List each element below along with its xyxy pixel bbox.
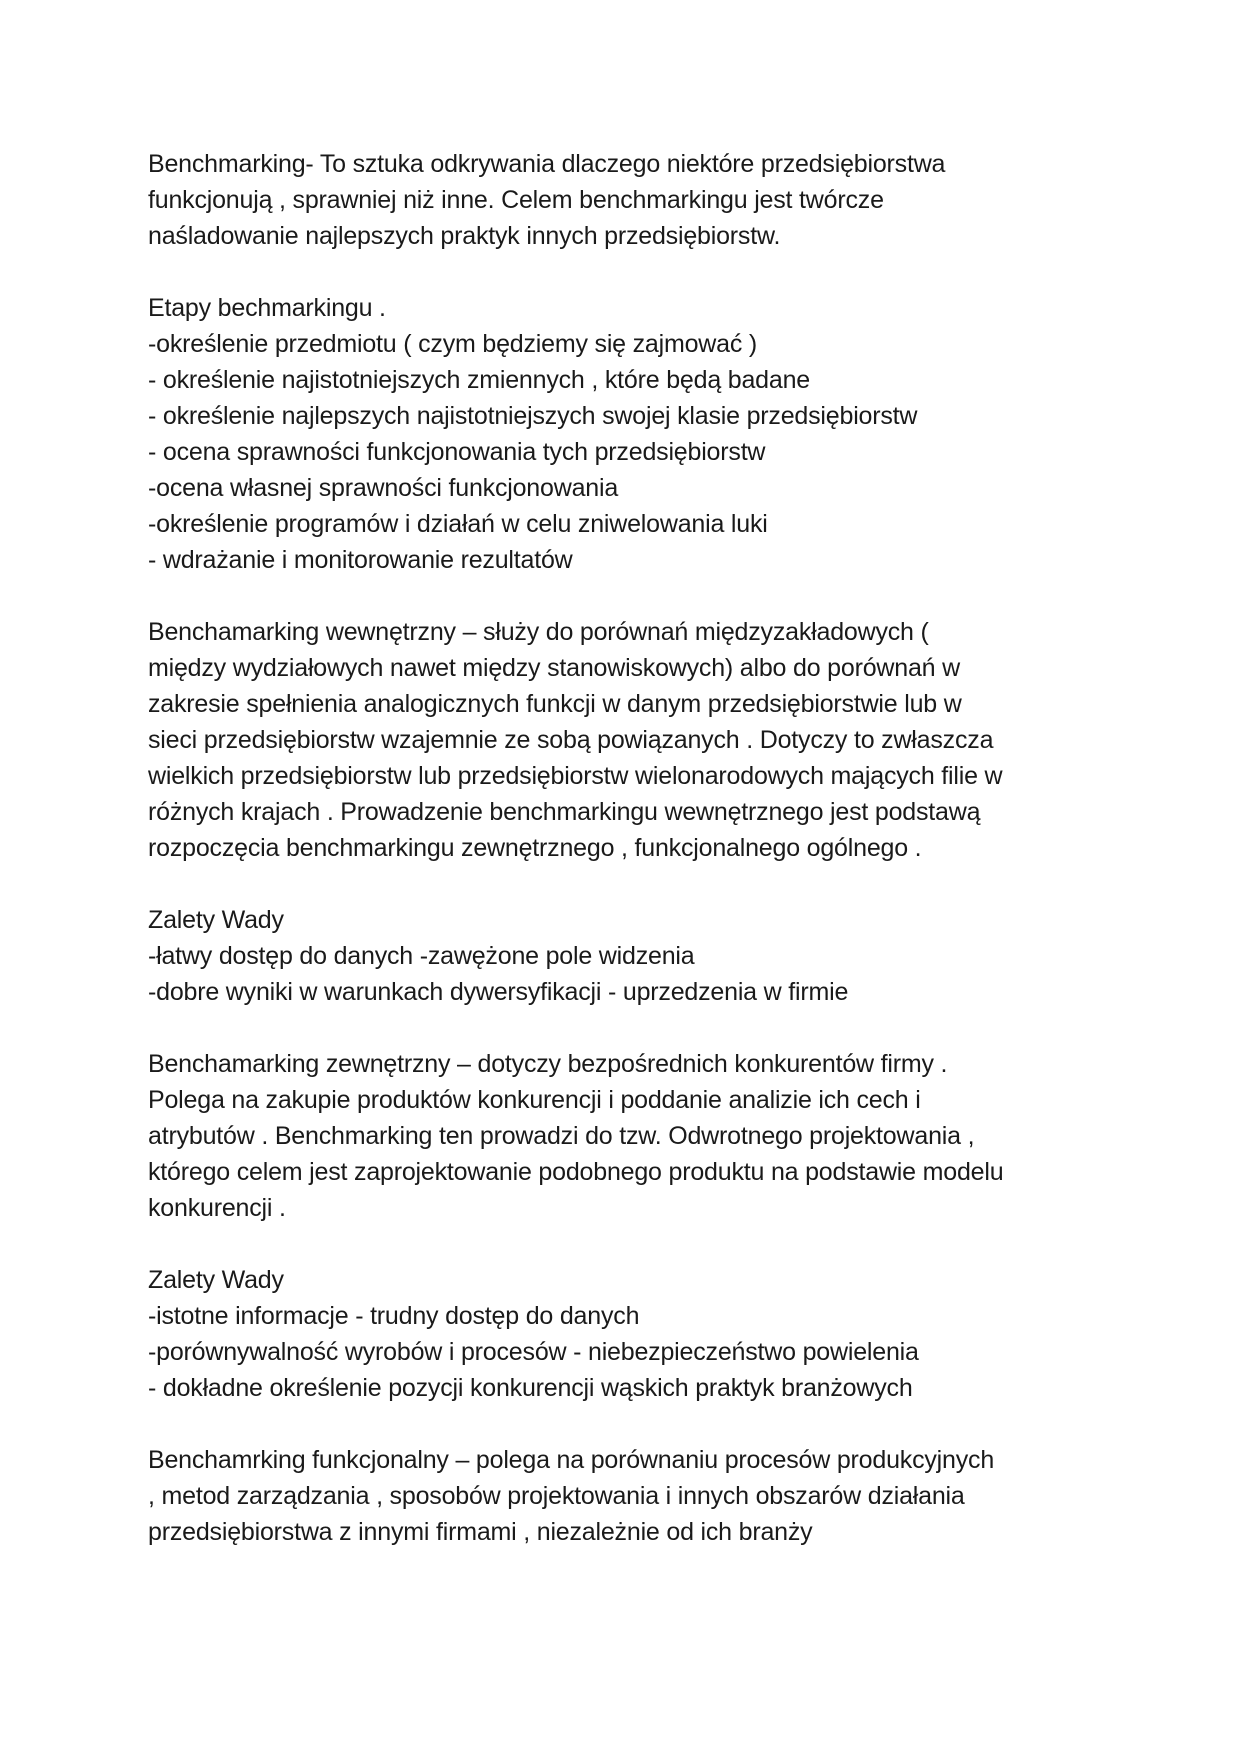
paragraph-pros-cons-internal [148, 902, 1108, 1010]
document-body [148, 146, 1108, 1550]
paragraph-definition [148, 146, 1108, 254]
list-item: - dokładne określenie pozycji konkurencji wąskich praktyk branżowych [148, 1374, 913, 1402]
section-heading: Etapy bechmarkingu . [148, 294, 386, 322]
paragraph-pros-cons-external [148, 1262, 1108, 1406]
text-line: Polega na zakupie produktów konkurencji i poddanie analizie ich cech i [148, 1086, 921, 1114]
list-item: -porównywalność wyrobów i procesów - niebezpieczeństwo powielenia [148, 1338, 919, 1366]
text-line: , metod zarządzania , sposobów projektowania i innych obszarów działania [148, 1482, 965, 1510]
paragraph-internal-benchmarking [148, 614, 1108, 866]
paragraph-functional-benchmarking [148, 1442, 1108, 1550]
text-line: przedsiębiorstwa z innymi firmami , niezależnie od ich branży [148, 1518, 813, 1546]
text-line: naśladowanie najlepszych praktyk innych przedsiębiorstw. [148, 222, 781, 250]
text-line: różnych krajach . Prowadzenie benchmarkingu wewnętrznego jest podstawą [148, 798, 981, 826]
paragraph-gap [148, 1010, 1108, 1046]
list-item: - ocena sprawności funkcjonowania tych przedsiębiorstw [148, 438, 766, 466]
paragraph-gap [148, 1226, 1108, 1262]
text-line: którego celem jest zaprojektowanie podobnego produktu na podstawie modelu [148, 1158, 1004, 1186]
paragraph-gap [148, 254, 1108, 290]
list-item: - określenie najistotniejszych zmiennych , które będą badane [148, 366, 810, 394]
section-heading: Zalety Wady [148, 1266, 284, 1294]
paragraph-external-benchmarking [148, 1046, 1108, 1226]
text-line: Benchamarking wewnętrzny – służy do porównań międzyzakładowych ( [148, 618, 929, 646]
section-heading: Zalety Wady [148, 906, 284, 934]
paragraph-gap [148, 866, 1108, 902]
paragraph-gap [148, 1406, 1108, 1442]
text-line: konkurencji . [148, 1194, 286, 1222]
list-item: -ocena własnej sprawności funkcjonowania [148, 474, 619, 502]
text-line: funkcjonują , sprawniej niż inne. Celem benchmarkingu jest twórcze [148, 186, 884, 214]
list-item: - wdrażanie i monitorowanie rezultatów [148, 546, 573, 574]
text-line: rozpoczęcia benchmarkingu zewnętrznego , funkcjonalnego ogólnego . [148, 834, 922, 862]
paragraph-gap [148, 578, 1108, 614]
text-line: Benchmarking- To sztuka odkrywania dlaczego niektóre przedsiębiorstwa [148, 150, 946, 178]
text-line: Benchamarking zewnętrzny – dotyczy bezpośrednich konkurentów firmy . [148, 1050, 948, 1078]
text-line: atrybutów . Benchmarking ten prowadzi do tzw. Odwrotnego projektowania , [148, 1122, 975, 1150]
text-line: Benchamrking funkcjonalny – polega na porównaniu procesów produkcyjnych [148, 1446, 995, 1474]
list-item: -określenie przedmiotu ( czym będziemy się zajmować ) [148, 330, 758, 358]
paragraph-stages [148, 290, 1108, 578]
list-item: -określenie programów i działań w celu zniwelowania luki [148, 510, 768, 538]
text-line: sieci przedsiębiorstw wzajemnie ze sobą powiązanych . Dotyczy to zwłaszcza [148, 726, 994, 754]
list-item: -istotne informacje - trudny dostęp do danych [148, 1302, 640, 1330]
text-line: zakresie spełnienia analogicznych funkcji w danym przedsiębiorstwie lub w [148, 690, 962, 718]
text-line: między wydziałowych nawet między stanowiskowych) albo do porównań w [148, 654, 960, 682]
text-line: wielkich przedsiębiorstw lub przedsiębiorstw wielonarodowych mających filie w [148, 762, 1003, 790]
list-item: -łatwy dostęp do danych -zawężone pole widzenia [148, 942, 695, 970]
list-item: - określenie najlepszych najistotniejszych swojej klasie przedsiębiorstw [148, 402, 918, 430]
list-item: -dobre wyniki w warunkach dywersyfikacji - uprzedzenia w firmie [148, 978, 849, 1006]
